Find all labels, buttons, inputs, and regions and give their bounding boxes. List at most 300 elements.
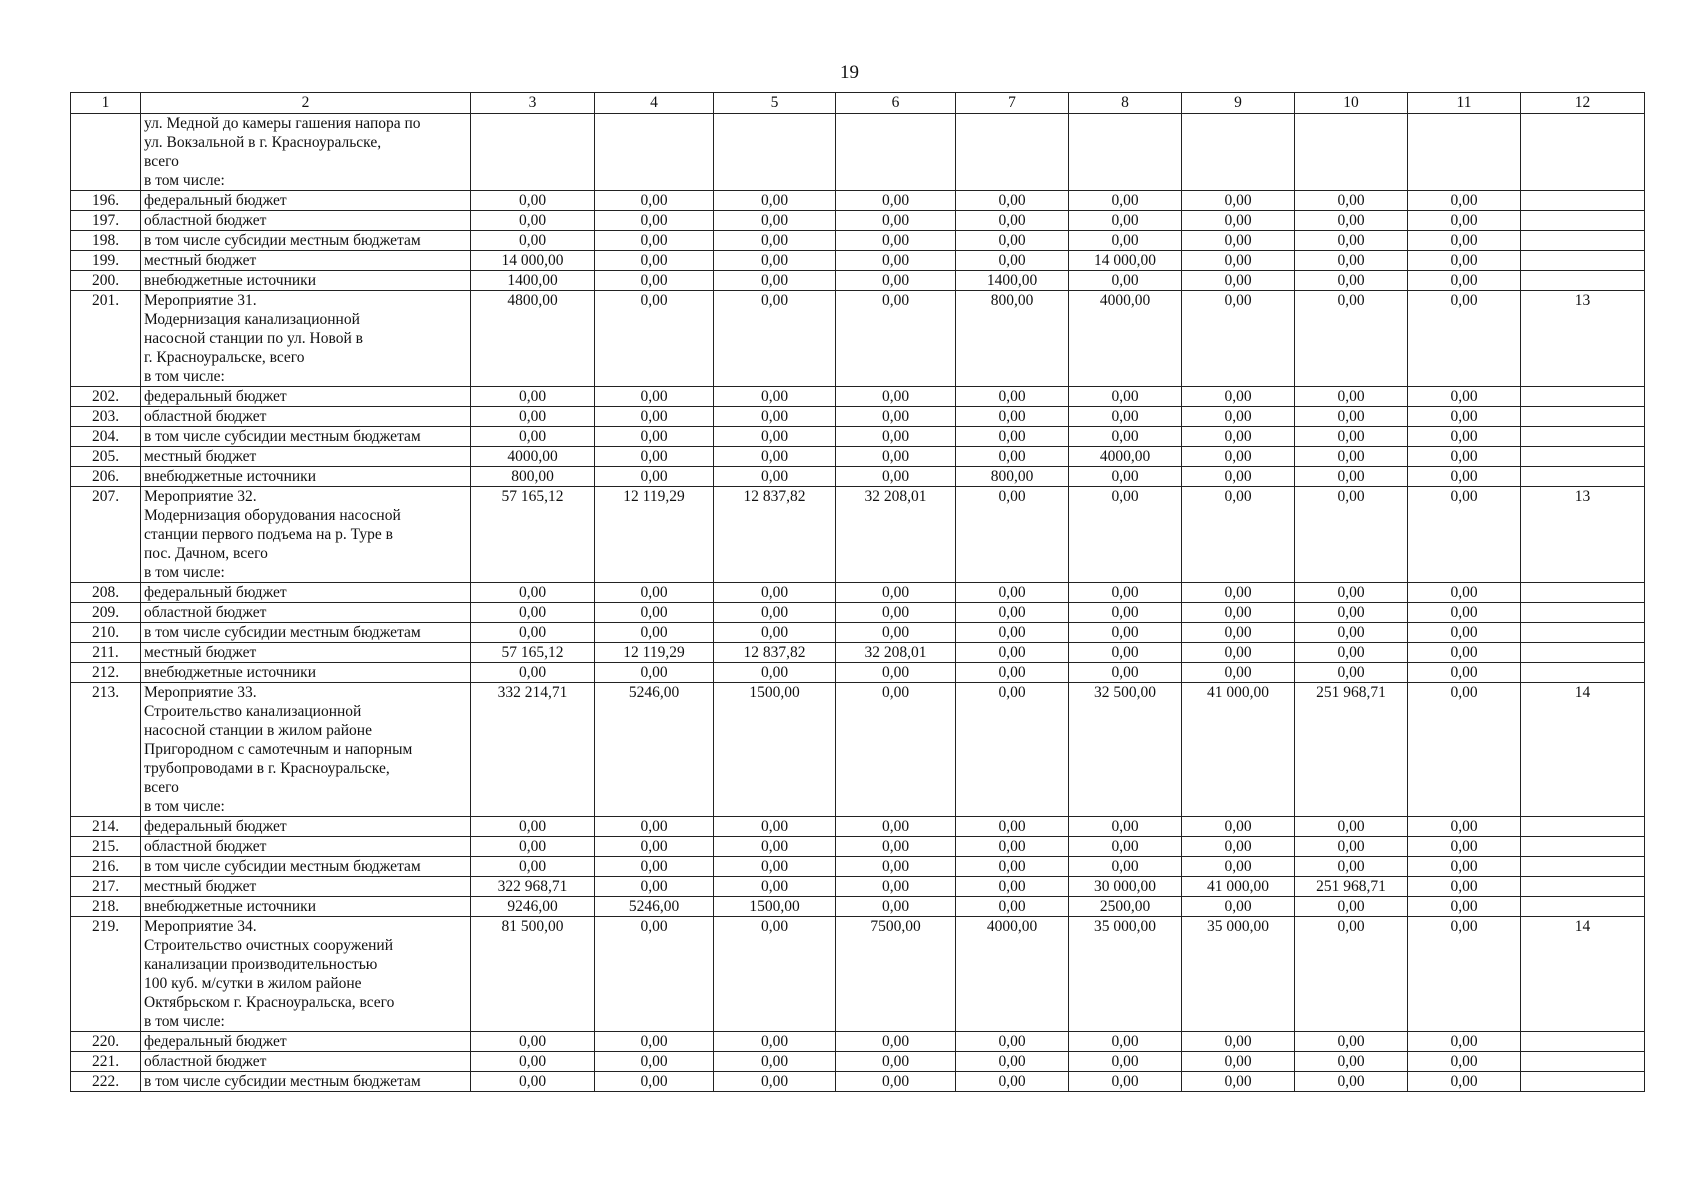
row-number: 199. bbox=[71, 251, 141, 271]
amount-cell: 0,00 bbox=[1295, 291, 1408, 387]
amount-cell: 14 000,00 bbox=[471, 251, 595, 271]
amount-cell: 0,00 bbox=[1408, 897, 1521, 917]
amount-cell: 0,00 bbox=[714, 623, 836, 643]
reference-cell bbox=[1521, 643, 1645, 663]
amount-cell: 0,00 bbox=[836, 1032, 956, 1052]
table-row bbox=[71, 897, 1645, 917]
amount-cell: 0,00 bbox=[471, 623, 595, 643]
reference-cell bbox=[1521, 817, 1645, 837]
amount-cell: 0,00 bbox=[1069, 427, 1182, 447]
amount-cell: 0,00 bbox=[1069, 387, 1182, 407]
table-row bbox=[71, 291, 1645, 387]
amount-cell: 0,00 bbox=[836, 683, 956, 817]
column-header: 12 bbox=[1521, 93, 1645, 114]
amount-cell: 0,00 bbox=[471, 603, 595, 623]
reference-cell bbox=[1521, 857, 1645, 877]
amount-cell: 0,00 bbox=[956, 407, 1069, 427]
reference-cell bbox=[1521, 427, 1645, 447]
amount-cell: 0,00 bbox=[714, 663, 836, 683]
amount-cell: 0,00 bbox=[1295, 271, 1408, 291]
row-description: областной бюджет bbox=[141, 837, 471, 857]
amount-cell: 0,00 bbox=[471, 663, 595, 683]
amount-cell bbox=[1182, 114, 1295, 191]
amount-cell: 0,00 bbox=[1182, 447, 1295, 467]
amount-cell: 0,00 bbox=[956, 623, 1069, 643]
amount-cell bbox=[1295, 114, 1408, 191]
amount-cell: 4800,00 bbox=[471, 291, 595, 387]
amount-cell bbox=[595, 114, 714, 191]
reference-cell bbox=[1521, 837, 1645, 857]
amount-cell: 0,00 bbox=[836, 897, 956, 917]
amount-cell: 0,00 bbox=[836, 583, 956, 603]
amount-cell: 0,00 bbox=[1182, 663, 1295, 683]
amount-cell: 0,00 bbox=[595, 1072, 714, 1092]
amount-cell: 81 500,00 bbox=[471, 917, 595, 1032]
amount-cell: 251 968,71 bbox=[1295, 683, 1408, 817]
row-description: ул. Медной до камеры гашения напора по ул. Вокзальной в г. Красноуральске, всего в том числе: bbox=[141, 114, 471, 191]
column-header: 2 bbox=[141, 93, 471, 114]
amount-cell: 0,00 bbox=[471, 211, 595, 231]
amount-cell: 0,00 bbox=[1182, 817, 1295, 837]
amount-cell: 0,00 bbox=[836, 447, 956, 467]
column-header: 8 bbox=[1069, 93, 1182, 114]
amount-cell: 0,00 bbox=[836, 467, 956, 487]
amount-cell: 0,00 bbox=[714, 271, 836, 291]
amount-cell: 12 837,82 bbox=[714, 643, 836, 663]
amount-cell: 0,00 bbox=[1295, 857, 1408, 877]
column-header: 1 bbox=[71, 93, 141, 114]
amount-cell: 0,00 bbox=[595, 467, 714, 487]
amount-cell: 35 000,00 bbox=[1182, 917, 1295, 1032]
amount-cell: 0,00 bbox=[956, 857, 1069, 877]
row-number: 213. bbox=[71, 683, 141, 817]
amount-cell: 0,00 bbox=[714, 877, 836, 897]
amount-cell: 1400,00 bbox=[471, 271, 595, 291]
table-row bbox=[71, 211, 1645, 231]
reference-cell bbox=[1521, 1032, 1645, 1052]
column-header: 4 bbox=[595, 93, 714, 114]
amount-cell: 0,00 bbox=[956, 211, 1069, 231]
reference-cell bbox=[1521, 877, 1645, 897]
row-number: 215. bbox=[71, 837, 141, 857]
row-number: 204. bbox=[71, 427, 141, 447]
amount-cell: 0,00 bbox=[1182, 583, 1295, 603]
amount-cell bbox=[956, 114, 1069, 191]
amount-cell: 0,00 bbox=[1408, 917, 1521, 1032]
amount-cell: 0,00 bbox=[595, 603, 714, 623]
amount-cell: 0,00 bbox=[1295, 663, 1408, 683]
row-number: 206. bbox=[71, 467, 141, 487]
amount-cell: 0,00 bbox=[1182, 251, 1295, 271]
amount-cell: 0,00 bbox=[1408, 291, 1521, 387]
amount-cell bbox=[714, 114, 836, 191]
table-row bbox=[71, 271, 1645, 291]
amount-cell: 0,00 bbox=[1408, 663, 1521, 683]
reference-cell: 14 bbox=[1521, 917, 1645, 1032]
amount-cell: 0,00 bbox=[1295, 623, 1408, 643]
amount-cell: 0,00 bbox=[1295, 917, 1408, 1032]
row-description: Мероприятие 31. Модернизация канализационной насосной станции по ул. Новой в г. Красноуральске, всего в том числе: bbox=[141, 291, 471, 387]
table-row bbox=[71, 817, 1645, 837]
amount-cell: 0,00 bbox=[1408, 271, 1521, 291]
table-row bbox=[71, 837, 1645, 857]
reference-cell bbox=[1521, 1052, 1645, 1072]
table-row bbox=[71, 583, 1645, 603]
amount-cell: 0,00 bbox=[714, 211, 836, 231]
table-body bbox=[71, 114, 1645, 1092]
page-number: 19 bbox=[840, 62, 859, 83]
amount-cell: 0,00 bbox=[836, 251, 956, 271]
amount-cell: 0,00 bbox=[1182, 643, 1295, 663]
amount-cell: 0,00 bbox=[1069, 837, 1182, 857]
amount-cell: 0,00 bbox=[471, 1072, 595, 1092]
amount-cell: 0,00 bbox=[1295, 407, 1408, 427]
amount-cell: 2500,00 bbox=[1069, 897, 1182, 917]
row-description: местный бюджет bbox=[141, 643, 471, 663]
amount-cell: 0,00 bbox=[836, 1072, 956, 1092]
amount-cell: 800,00 bbox=[471, 467, 595, 487]
amount-cell: 0,00 bbox=[836, 837, 956, 857]
row-number: 205. bbox=[71, 447, 141, 467]
row-number: 214. bbox=[71, 817, 141, 837]
row-number: 209. bbox=[71, 603, 141, 623]
amount-cell: 0,00 bbox=[714, 1072, 836, 1092]
amount-cell: 57 165,12 bbox=[471, 487, 595, 583]
amount-cell: 0,00 bbox=[714, 387, 836, 407]
amount-cell: 0,00 bbox=[1182, 1072, 1295, 1092]
amount-cell: 0,00 bbox=[1295, 447, 1408, 467]
reference-cell bbox=[1521, 603, 1645, 623]
row-number: 197. bbox=[71, 211, 141, 231]
row-description: в том числе субсидии местным бюджетам bbox=[141, 427, 471, 447]
amount-cell: 0,00 bbox=[836, 877, 956, 897]
amount-cell: 0,00 bbox=[1069, 271, 1182, 291]
amount-cell: 0,00 bbox=[1069, 191, 1182, 211]
table-row bbox=[71, 387, 1645, 407]
amount-cell: 0,00 bbox=[471, 407, 595, 427]
amount-cell: 0,00 bbox=[956, 683, 1069, 817]
amount-cell: 41 000,00 bbox=[1182, 683, 1295, 817]
amount-cell: 0,00 bbox=[1295, 211, 1408, 231]
reference-cell bbox=[1521, 271, 1645, 291]
amount-cell: 0,00 bbox=[956, 447, 1069, 467]
reference-cell bbox=[1521, 211, 1645, 231]
amount-cell: 0,00 bbox=[956, 837, 1069, 857]
amount-cell: 0,00 bbox=[1295, 1052, 1408, 1072]
column-header: 10 bbox=[1295, 93, 1408, 114]
row-description: областной бюджет bbox=[141, 407, 471, 427]
amount-cell: 0,00 bbox=[595, 427, 714, 447]
reference-cell bbox=[1521, 114, 1645, 191]
row-description: Мероприятие 32. Модернизация оборудования насосной станции первого подъема на р. Туре в пос. Дачном, всего в том числе: bbox=[141, 487, 471, 583]
amount-cell: 0,00 bbox=[1408, 1032, 1521, 1052]
row-description: Мероприятие 34. Строительство очистных сооружений канализации производительностью 100 куб. м/сутки в жилом районе Октябрьском г. Красноуральска, всего в том числе: bbox=[141, 917, 471, 1032]
amount-cell: 0,00 bbox=[714, 1032, 836, 1052]
amount-cell: 0,00 bbox=[714, 837, 836, 857]
row-description: в том числе субсидии местным бюджетам bbox=[141, 231, 471, 251]
reference-cell bbox=[1521, 231, 1645, 251]
amount-cell: 0,00 bbox=[956, 897, 1069, 917]
table-row bbox=[71, 487, 1645, 583]
amount-cell: 0,00 bbox=[1408, 447, 1521, 467]
row-number: 203. bbox=[71, 407, 141, 427]
amount-cell: 5246,00 bbox=[595, 897, 714, 917]
amount-cell: 0,00 bbox=[1295, 427, 1408, 447]
row-number: 212. bbox=[71, 663, 141, 683]
amount-cell: 0,00 bbox=[1182, 467, 1295, 487]
amount-cell: 0,00 bbox=[1182, 603, 1295, 623]
amount-cell bbox=[1408, 114, 1521, 191]
amount-cell: 41 000,00 bbox=[1182, 877, 1295, 897]
amount-cell: 0,00 bbox=[1295, 387, 1408, 407]
row-number: 219. bbox=[71, 917, 141, 1032]
row-description: в том числе субсидии местным бюджетам bbox=[141, 1072, 471, 1092]
amount-cell: 0,00 bbox=[1408, 583, 1521, 603]
row-description: федеральный бюджет bbox=[141, 1032, 471, 1052]
amount-cell: 0,00 bbox=[471, 1052, 595, 1072]
row-description: областной бюджет bbox=[141, 603, 471, 623]
amount-cell: 30 000,00 bbox=[1069, 877, 1182, 897]
amount-cell: 0,00 bbox=[1182, 211, 1295, 231]
amount-cell: 32 208,01 bbox=[836, 487, 956, 583]
amount-cell: 0,00 bbox=[1069, 857, 1182, 877]
row-number: 207. bbox=[71, 487, 141, 583]
amount-cell: 0,00 bbox=[714, 291, 836, 387]
amount-cell: 0,00 bbox=[595, 917, 714, 1032]
amount-cell: 0,00 bbox=[1069, 603, 1182, 623]
amount-cell: 0,00 bbox=[956, 643, 1069, 663]
amount-cell: 322 968,71 bbox=[471, 877, 595, 897]
amount-cell: 0,00 bbox=[595, 1052, 714, 1072]
amount-cell: 0,00 bbox=[714, 447, 836, 467]
table-row bbox=[71, 427, 1645, 447]
amount-cell: 1400,00 bbox=[956, 271, 1069, 291]
amount-cell: 0,00 bbox=[1295, 1072, 1408, 1092]
amount-cell: 0,00 bbox=[1295, 817, 1408, 837]
amount-cell: 0,00 bbox=[1408, 487, 1521, 583]
amount-cell: 0,00 bbox=[836, 427, 956, 447]
row-number: 198. bbox=[71, 231, 141, 251]
row-number: 208. bbox=[71, 583, 141, 603]
reference-cell: 14 bbox=[1521, 683, 1645, 817]
amount-cell: 0,00 bbox=[1295, 191, 1408, 211]
amount-cell: 0,00 bbox=[1408, 427, 1521, 447]
amount-cell: 0,00 bbox=[1182, 857, 1295, 877]
row-description: местный бюджет bbox=[141, 447, 471, 467]
amount-cell: 0,00 bbox=[1408, 603, 1521, 623]
amount-cell: 0,00 bbox=[1182, 1052, 1295, 1072]
amount-cell: 0,00 bbox=[714, 857, 836, 877]
amount-cell: 0,00 bbox=[1182, 407, 1295, 427]
row-description: местный бюджет bbox=[141, 877, 471, 897]
amount-cell: 0,00 bbox=[836, 291, 956, 387]
amount-cell: 0,00 bbox=[1408, 191, 1521, 211]
row-description: федеральный бюджет bbox=[141, 817, 471, 837]
amount-cell: 1500,00 bbox=[714, 897, 836, 917]
amount-cell: 0,00 bbox=[714, 1052, 836, 1072]
amount-cell: 12 119,29 bbox=[595, 643, 714, 663]
amount-cell: 0,00 bbox=[1408, 857, 1521, 877]
amount-cell: 0,00 bbox=[836, 191, 956, 211]
amount-cell: 0,00 bbox=[595, 817, 714, 837]
reference-cell bbox=[1521, 191, 1645, 211]
amount-cell: 0,00 bbox=[1182, 191, 1295, 211]
amount-cell bbox=[471, 114, 595, 191]
amount-cell: 0,00 bbox=[595, 1032, 714, 1052]
amount-cell: 0,00 bbox=[595, 407, 714, 427]
amount-cell: 0,00 bbox=[956, 603, 1069, 623]
table-row bbox=[71, 623, 1645, 643]
amount-cell: 0,00 bbox=[1069, 583, 1182, 603]
amount-cell: 0,00 bbox=[1182, 387, 1295, 407]
amount-cell: 0,00 bbox=[956, 387, 1069, 407]
amount-cell bbox=[836, 114, 956, 191]
row-description: в том числе субсидии местным бюджетам bbox=[141, 857, 471, 877]
reference-cell bbox=[1521, 251, 1645, 271]
amount-cell: 0,00 bbox=[1295, 231, 1408, 251]
amount-cell: 0,00 bbox=[956, 231, 1069, 251]
amount-cell: 0,00 bbox=[1295, 1032, 1408, 1052]
row-number: 216. bbox=[71, 857, 141, 877]
row-description: Мероприятие 33. Строительство канализационной насосной станции в жилом районе Пригородном с самотечным и напорным трубопроводами в г. Красноуральске, всего в том числе: bbox=[141, 683, 471, 817]
amount-cell: 0,00 bbox=[1069, 623, 1182, 643]
amount-cell: 0,00 bbox=[714, 427, 836, 447]
amount-cell: 0,00 bbox=[595, 877, 714, 897]
amount-cell: 0,00 bbox=[1182, 1032, 1295, 1052]
amount-cell: 0,00 bbox=[471, 837, 595, 857]
amount-cell: 0,00 bbox=[1069, 1052, 1182, 1072]
amount-cell: 0,00 bbox=[1182, 427, 1295, 447]
row-number bbox=[71, 114, 141, 191]
amount-cell: 5246,00 bbox=[595, 683, 714, 817]
amount-cell: 0,00 bbox=[836, 231, 956, 251]
row-number: 211. bbox=[71, 643, 141, 663]
amount-cell: 0,00 bbox=[595, 387, 714, 407]
row-description: внебюджетные источники bbox=[141, 467, 471, 487]
amount-cell: 0,00 bbox=[1408, 407, 1521, 427]
amount-cell: 0,00 bbox=[1069, 817, 1182, 837]
row-description: областной бюджет bbox=[141, 1052, 471, 1072]
table-row bbox=[71, 663, 1645, 683]
amount-cell: 0,00 bbox=[1069, 231, 1182, 251]
amount-cell: 0,00 bbox=[1182, 231, 1295, 251]
amount-cell: 0,00 bbox=[1182, 897, 1295, 917]
amount-cell: 0,00 bbox=[595, 663, 714, 683]
row-description: федеральный бюджет bbox=[141, 387, 471, 407]
table-row bbox=[71, 643, 1645, 663]
amount-cell: 0,00 bbox=[1182, 623, 1295, 643]
amount-cell: 4000,00 bbox=[956, 917, 1069, 1032]
column-header: 3 bbox=[471, 93, 595, 114]
amount-cell: 0,00 bbox=[1408, 1072, 1521, 1092]
amount-cell: 0,00 bbox=[595, 623, 714, 643]
row-number: 200. bbox=[71, 271, 141, 291]
amount-cell: 0,00 bbox=[1408, 817, 1521, 837]
row-description: внебюджетные источники bbox=[141, 663, 471, 683]
reference-cell bbox=[1521, 663, 1645, 683]
amount-cell: 0,00 bbox=[471, 387, 595, 407]
amount-cell: 0,00 bbox=[1182, 291, 1295, 387]
amount-cell: 0,00 bbox=[1408, 683, 1521, 817]
reference-cell: 13 bbox=[1521, 291, 1645, 387]
amount-cell: 0,00 bbox=[836, 387, 956, 407]
amount-cell: 0,00 bbox=[956, 583, 1069, 603]
amount-cell: 0,00 bbox=[836, 211, 956, 231]
amount-cell: 0,00 bbox=[1069, 1072, 1182, 1092]
amount-cell bbox=[1069, 114, 1182, 191]
amount-cell: 0,00 bbox=[956, 427, 1069, 447]
amount-cell: 0,00 bbox=[471, 191, 595, 211]
reference-cell: 13 bbox=[1521, 487, 1645, 583]
amount-cell: 0,00 bbox=[1182, 271, 1295, 291]
amount-cell: 0,00 bbox=[956, 877, 1069, 897]
amount-cell: 0,00 bbox=[836, 663, 956, 683]
amount-cell: 0,00 bbox=[1069, 211, 1182, 231]
amount-cell: 0,00 bbox=[471, 1032, 595, 1052]
amount-cell: 0,00 bbox=[1295, 897, 1408, 917]
reference-cell bbox=[1521, 1072, 1645, 1092]
amount-cell: 35 000,00 bbox=[1069, 917, 1182, 1032]
row-description: в том числе субсидии местным бюджетам bbox=[141, 623, 471, 643]
row-number: 222. bbox=[71, 1072, 141, 1092]
table-row bbox=[71, 917, 1645, 1032]
column-header: 7 bbox=[956, 93, 1069, 114]
amount-cell: 0,00 bbox=[1069, 407, 1182, 427]
amount-cell: 0,00 bbox=[1295, 643, 1408, 663]
amount-cell: 4000,00 bbox=[1069, 447, 1182, 467]
row-description: внебюджетные источники bbox=[141, 897, 471, 917]
row-number: 218. bbox=[71, 897, 141, 917]
reference-cell bbox=[1521, 387, 1645, 407]
amount-cell: 0,00 bbox=[956, 191, 1069, 211]
table-row bbox=[71, 447, 1645, 467]
amount-cell: 0,00 bbox=[956, 1052, 1069, 1072]
amount-cell: 0,00 bbox=[1182, 837, 1295, 857]
amount-cell: 0,00 bbox=[1408, 837, 1521, 857]
amount-cell: 0,00 bbox=[1408, 251, 1521, 271]
amount-cell: 0,00 bbox=[595, 211, 714, 231]
reference-cell bbox=[1521, 407, 1645, 427]
amount-cell: 57 165,12 bbox=[471, 643, 595, 663]
amount-cell: 0,00 bbox=[1408, 1052, 1521, 1072]
amount-cell: 0,00 bbox=[714, 583, 836, 603]
row-number: 217. bbox=[71, 877, 141, 897]
amount-cell: 0,00 bbox=[1295, 467, 1408, 487]
table-row bbox=[71, 1032, 1645, 1052]
amount-cell: 0,00 bbox=[956, 1072, 1069, 1092]
reference-cell bbox=[1521, 447, 1645, 467]
header-row bbox=[71, 93, 1645, 114]
amount-cell: 0,00 bbox=[1069, 1032, 1182, 1052]
amount-cell: 0,00 bbox=[595, 251, 714, 271]
amount-cell: 0,00 bbox=[1408, 467, 1521, 487]
amount-cell: 0,00 bbox=[471, 817, 595, 837]
amount-cell: 0,00 bbox=[836, 1052, 956, 1072]
amount-cell: 0,00 bbox=[1408, 231, 1521, 251]
table-row bbox=[71, 683, 1645, 817]
budget-table bbox=[70, 92, 1645, 1092]
amount-cell: 0,00 bbox=[471, 583, 595, 603]
amount-cell: 32 500,00 bbox=[1069, 683, 1182, 817]
amount-cell: 0,00 bbox=[1295, 251, 1408, 271]
amount-cell: 14 000,00 bbox=[1069, 251, 1182, 271]
amount-cell: 0,00 bbox=[1069, 643, 1182, 663]
row-number: 220. bbox=[71, 1032, 141, 1052]
amount-cell: 12 837,82 bbox=[714, 487, 836, 583]
amount-cell: 0,00 bbox=[714, 231, 836, 251]
amount-cell: 0,00 bbox=[956, 251, 1069, 271]
row-description: федеральный бюджет bbox=[141, 191, 471, 211]
